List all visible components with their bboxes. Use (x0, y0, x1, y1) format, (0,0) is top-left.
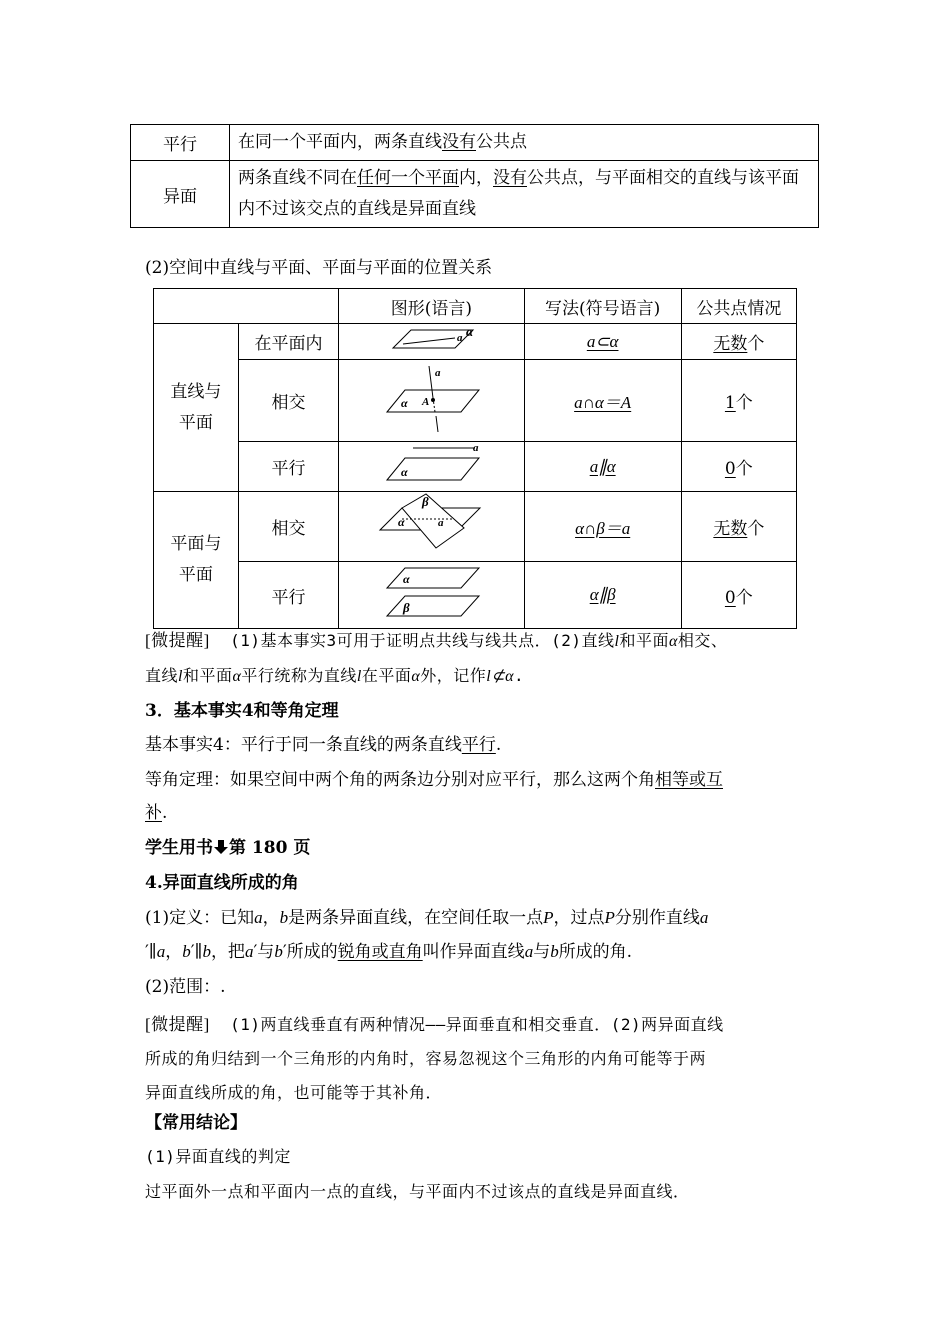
figure-line-in-plane (339, 324, 524, 360)
section-heading: 3．基本事实4和等角定理 (145, 701, 339, 721)
fig-label: a (457, 332, 463, 344)
table-header-row (154, 289, 797, 324)
section-heading: 4.异面直线所成的角 (145, 873, 299, 893)
relation-name: 平行 (238, 442, 338, 492)
section-title: (2)空间中直线与平面、平面与平面的位置关系 (145, 258, 493, 278)
row-label: 异面 (131, 161, 230, 228)
fig-label: a (435, 367, 441, 379)
book-reference: 学生用书 第 180 页 (145, 838, 311, 858)
fact-paragraph: 基本事实4：平行于同一条直线的两条直线平行. (145, 735, 502, 755)
figure-line-parallel-plane (339, 442, 524, 492)
symbol-cell: α∩β＝a (524, 492, 681, 562)
relation-name: 相交 (238, 360, 338, 442)
column-header: 写法(符号语言) (524, 289, 681, 324)
conclusion-heading: 【常用结论】 (145, 1113, 247, 1133)
count-cell: 无数个 (681, 324, 796, 360)
definition-paragraph: (1)定义：已知a，b是两条异面直线，在空间任取一点P，过点P分别作直线a ′∥a，b′∥b，把a′与b′所成的锐角或直角叫作异面直线a与b所成的角. (145, 908, 709, 962)
line-in-plane-diagram (381, 324, 481, 354)
fig-label: β (403, 599, 411, 615)
group-label: 平面与平面 (154, 492, 239, 629)
fig-label: α (403, 571, 411, 586)
hint-paragraph: [微提醒] (1)两直线垂直有两种情况——异面垂直和相交垂直．(2)两异面直线 所成的角归结到一个三角形的内角时，容易忽视这个三角形的内角可能等于两 异面直线所成的角，也可能等于其补角． (145, 1015, 724, 1102)
figure-plane-parallel-plane (339, 562, 524, 629)
count-cell: 1个 (681, 360, 796, 442)
relation-name: 相交 (238, 492, 338, 562)
table-row (131, 125, 819, 161)
relation-table-planes (153, 288, 797, 629)
figure-plane-intersect-plane (339, 492, 524, 562)
column-header: 图形(语言) (339, 289, 524, 324)
hint-paragraph: [微提醒] (1)基本事实3可用于证明点共线与线共点．(2)直线l和平面α相交、 直线l和平面α平行统称为直线l在平面α外，记作l⊄α. (145, 631, 728, 685)
fig-label: β (422, 494, 430, 509)
conclusion-text: 过平面外一点和平面内一点的直线，与平面内不过该点的直线是异面直线． (145, 1182, 690, 1201)
range-paragraph: (2)范围：. (145, 977, 226, 997)
row-label: 平行 (131, 125, 230, 161)
plane-parallel-plane-diagram (381, 564, 481, 622)
empty-header (154, 289, 339, 324)
conclusion-subheading: (1)异面直线的判定 (145, 1147, 291, 1166)
figure-line-intersect-plane (339, 360, 524, 442)
row-content: 两条直线不同在任何一个平面内，没有公共点，与平面相交的直线与该平面内不过该交点的直线是异面直线 (230, 161, 819, 228)
line-intersect-plane-diagram (381, 360, 481, 436)
fig-label: α (466, 324, 474, 339)
symbol-cell: α∥β (524, 562, 681, 629)
table-row (154, 562, 797, 629)
table-row (131, 161, 819, 228)
table-row (154, 324, 797, 360)
fig-label: α (401, 396, 409, 410)
count-cell: 无数个 (681, 492, 796, 562)
row-content: 在同一个平面内，两条直线没有公共点 (230, 125, 819, 161)
relation-name: 在平面内 (238, 324, 338, 360)
fig-label: a (473, 442, 479, 454)
count-cell: 0个 (681, 562, 796, 629)
fig-label: α (398, 515, 406, 529)
symbol-cell: a∩α＝A (524, 360, 681, 442)
fig-label: α (401, 465, 409, 479)
symbol-cell: a⊂α (524, 324, 681, 360)
group-label: 直线与平面 (154, 324, 239, 492)
table-row (154, 360, 797, 442)
theorem-paragraph: 等角定理：如果空间中两个角的两条边分别对应平行，那么这两个角相等或互 补. (145, 770, 723, 823)
fig-label: A (422, 396, 430, 408)
table-row (154, 492, 797, 562)
arrow-down-icon (213, 839, 229, 855)
line-parallel-plane-diagram (381, 442, 481, 486)
count-cell: 0个 (681, 442, 796, 492)
relation-table-lines (130, 124, 819, 228)
plane-intersect-plane-diagram (376, 492, 486, 556)
relation-name: 平行 (238, 562, 338, 629)
column-header: 公共点情况 (681, 289, 796, 324)
table-row (154, 442, 797, 492)
symbol-cell: a∥α (524, 442, 681, 492)
fig-label: a (438, 517, 444, 529)
